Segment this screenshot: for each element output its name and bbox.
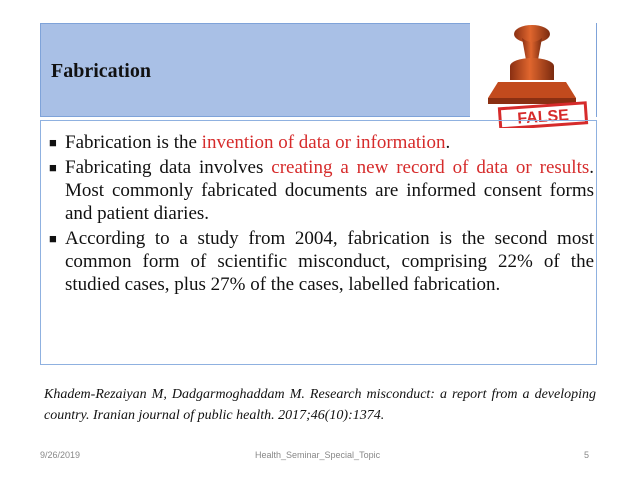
highlighted-text: creating a new record of data or results <box>271 157 590 178</box>
bullet-text: . <box>445 132 451 153</box>
slide-title: Fabrication <box>51 60 151 82</box>
bullet-text: Fabricating data involves <box>65 157 272 178</box>
bullet-square-icon: ■ <box>49 160 57 175</box>
bullet-item <box>49 156 594 225</box>
bullet-text: Fabrication is the <box>65 132 202 153</box>
bullet-item <box>49 131 594 154</box>
bullet-item <box>49 227 594 296</box>
citation: Khadem-Rezaiyan M, Dadgarmoghaddam M. Research misconduct: a report from a developing country. Iranian journal of public health. 2017;46(10):1374. <box>44 387 596 423</box>
footer-page-number: 5 <box>584 450 590 460</box>
false-stamp-image <box>470 20 596 128</box>
footer-topic: Health_Seminar_Special_Topic <box>255 450 381 460</box>
bullet-square-icon: ■ <box>49 231 57 246</box>
bullet-square-icon: ■ <box>49 135 57 150</box>
bullet-text: According to a study from 2004, fabrication is the second most common form of scientific misconduct, comprising 22% of the studied cases, plus 27% of the cases, labelled fabrication. <box>65 228 594 295</box>
footer-date: 9/26/2019 <box>40 450 81 460</box>
bullet-content <box>40 120 597 365</box>
bullet-text: . Most commonly fabricated documents are informed consent forms and patient diaries. <box>65 157 595 224</box>
stamp-label: FALSE <box>516 107 570 128</box>
bullet-list <box>49 131 594 298</box>
highlighted-text: invention of data or information <box>201 132 446 153</box>
